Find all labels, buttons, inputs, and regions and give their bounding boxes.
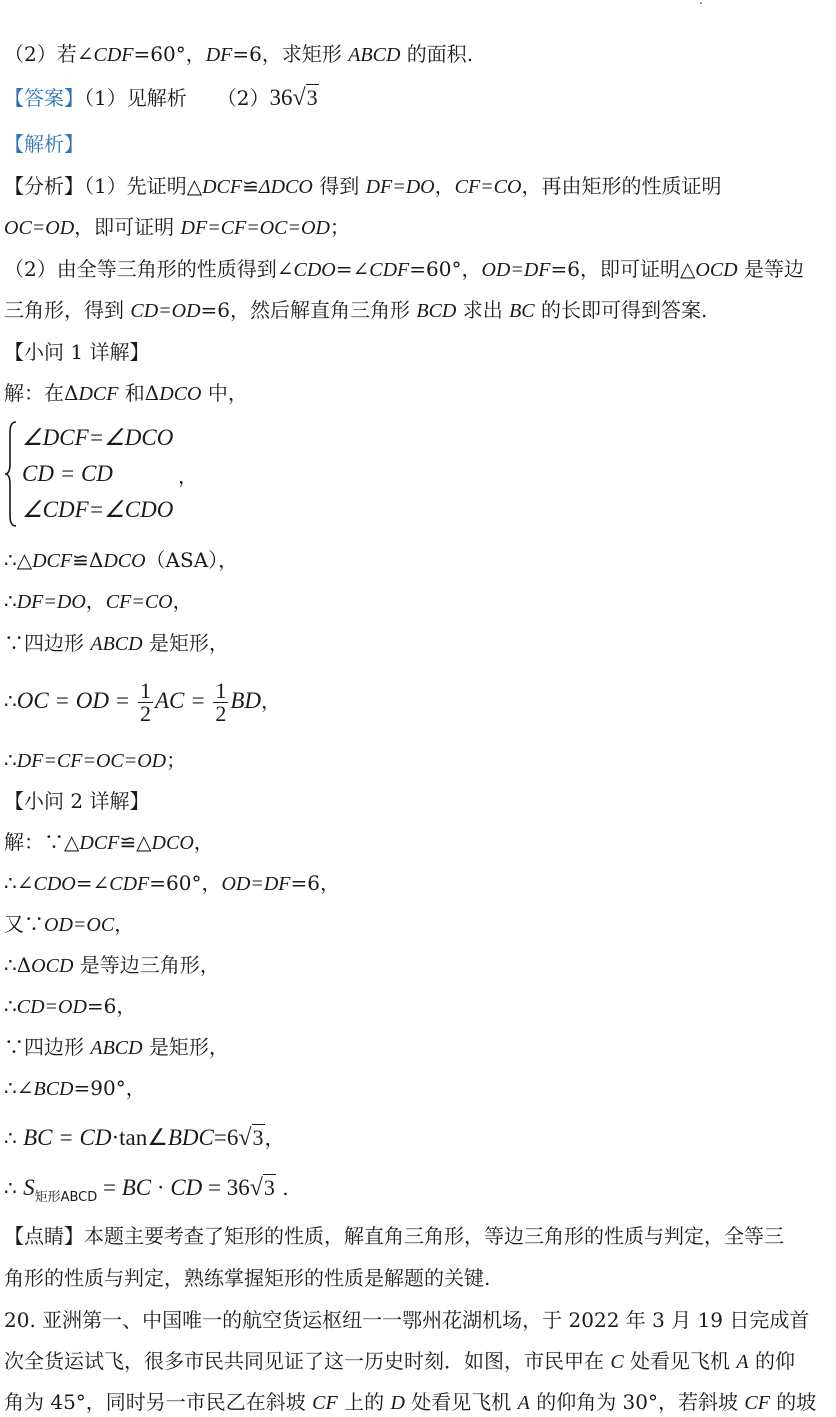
text: 的长即可得到答案.	[534, 298, 708, 322]
text: 的仰	[748, 1349, 795, 1373]
var: CF	[744, 1392, 770, 1414]
step-cd	[4, 992, 830, 1021]
denominator: 2	[139, 701, 151, 726]
text: ，即可证明	[74, 215, 181, 239]
text: 是等边	[737, 257, 804, 281]
text: ∴∠	[4, 871, 34, 895]
text: 【小问 1 详解】	[4, 340, 150, 364]
var: OD=DF	[481, 259, 551, 281]
text: 和Δ	[118, 381, 160, 405]
var: DF	[205, 44, 233, 66]
subscript: 矩形ABCD	[34, 1190, 98, 1205]
var: OCD	[31, 955, 74, 977]
var: ABCD	[90, 1037, 143, 1059]
text: =6，即可证明△	[550, 257, 696, 281]
step-angles	[4, 869, 830, 898]
var: D	[390, 1392, 405, 1414]
text: 处看见飞机	[404, 1390, 518, 1414]
radicand: 3	[263, 1175, 275, 1200]
math: BC	[121, 1175, 152, 1200]
var: DCF	[79, 832, 120, 854]
var: DCF	[32, 550, 73, 572]
text: ，	[178, 464, 198, 488]
math: = 36	[202, 1175, 250, 1200]
var: DF=DO	[365, 176, 435, 198]
step-bc	[4, 1120, 830, 1157]
denominator: 2	[215, 701, 227, 726]
text: ，	[264, 1126, 285, 1150]
var: BCD	[416, 300, 457, 322]
var: A	[736, 1351, 749, 1373]
text: ≌△	[119, 830, 152, 854]
text: 的仰角为 30°，若斜坡	[529, 1390, 745, 1414]
text: 是矩形，	[142, 1035, 229, 1059]
text: （1）见解析 （2）	[84, 86, 270, 110]
text: =6，求矩形	[232, 42, 349, 66]
text: （2）由全等三角形的性质得到∠	[4, 257, 294, 281]
var: BCD	[33, 1078, 74, 1100]
text: ∴∠	[4, 1076, 34, 1100]
math: BDC	[167, 1125, 214, 1150]
text: ∵四边形	[4, 631, 91, 655]
text: ∵四边形	[4, 1035, 91, 1059]
math: BD	[230, 688, 262, 713]
step-area	[4, 1168, 830, 1218]
var: BC	[509, 300, 535, 322]
answer-value: 36	[269, 85, 293, 110]
text: 【小问 2 详解】	[4, 789, 150, 813]
text: ，	[434, 174, 455, 198]
var: CDF	[109, 873, 150, 895]
text: 角为 45°，同时另一市民乙在斜坡	[4, 1390, 313, 1414]
step-congruent	[4, 546, 830, 575]
math: CD	[170, 1175, 203, 1200]
step-equal-sides	[4, 587, 830, 616]
text: ∴	[4, 994, 17, 1018]
var: CF=CO	[454, 176, 522, 198]
text: 【点睛】本题主要考查了矩形的性质，解直角三角形，等边三角形的性质与判定，全等三	[4, 1224, 784, 1248]
math: AC =	[154, 688, 212, 713]
var: CDO	[293, 259, 336, 281]
var: DCF	[78, 383, 119, 405]
text: 角形的性质与判定，熟练掌握矩形的性质是解题的关键.	[4, 1266, 491, 1290]
sqrt: √3	[249, 1175, 275, 1201]
text: =∠	[75, 871, 110, 895]
text: 20. 亚洲第一、中国唯一的航空货运枢纽一一鄂州花湖机场，于 2022 年 3 月 19 日完成首	[4, 1308, 810, 1332]
left-brace-icon	[4, 420, 18, 528]
text: ，	[172, 589, 193, 613]
var: DF=DO	[16, 591, 86, 613]
text: 是等边三角形，	[73, 953, 220, 977]
var: CDF	[369, 259, 410, 281]
text: ∴△	[4, 548, 33, 572]
math: S	[23, 1175, 35, 1200]
solution-2-intro	[4, 828, 830, 857]
text: =6，然后解直角三角形	[200, 298, 417, 322]
text: =6，	[290, 871, 340, 895]
comment-line-2	[4, 1264, 830, 1292]
sqrt: √3	[292, 85, 318, 111]
text: ∴	[4, 589, 17, 613]
var: DF=CF=OC=OD	[180, 217, 330, 239]
text: 的面积.	[400, 42, 474, 66]
text: 的坡	[769, 1390, 817, 1414]
var: DCO	[151, 832, 194, 854]
math: =6	[213, 1125, 239, 1150]
var: ΔDCO	[258, 176, 313, 198]
text: ，	[261, 689, 282, 713]
text: ；	[329, 215, 350, 239]
question-20-line-1	[4, 1306, 830, 1334]
var: CDO	[33, 873, 76, 895]
math: OC = OD =	[16, 688, 136, 713]
var: CDF	[93, 44, 134, 66]
text: 【分析】（1）先证明△	[4, 174, 203, 198]
answer-line	[4, 84, 830, 113]
math: BC = CD	[23, 1125, 112, 1150]
text: ，	[193, 830, 214, 854]
text: =∠	[335, 257, 370, 281]
analysis-line-3	[4, 255, 830, 284]
var: ABCD	[348, 44, 401, 66]
var: OCD	[695, 259, 738, 281]
text: 解：∵△	[4, 830, 80, 854]
text: 处看见飞机	[623, 1349, 737, 1373]
text: 三角形，得到	[4, 298, 131, 322]
text: （ASA），	[145, 548, 239, 572]
text: ∴	[4, 1126, 24, 1150]
text: ≌	[242, 174, 259, 198]
var: A	[517, 1392, 530, 1414]
var: OD=OC	[44, 914, 115, 936]
var: CD=OD	[130, 300, 201, 322]
var: DCO	[159, 383, 202, 405]
text: ∴	[4, 689, 17, 713]
var: CF=CO	[105, 591, 173, 613]
step-rectangle	[4, 629, 830, 658]
var: OD=DF	[221, 873, 291, 895]
text: ，	[85, 589, 106, 613]
text: 中，	[201, 381, 248, 405]
text: ∴	[4, 1176, 24, 1200]
numerator: 1	[215, 678, 227, 703]
var: DCO	[103, 550, 146, 572]
var: OC=OD	[4, 217, 75, 239]
congruence-system	[4, 420, 404, 528]
analysis-tag: 【解析】	[4, 132, 84, 156]
var: CD=OD	[16, 996, 87, 1018]
answer-tag: 【答案】	[4, 86, 84, 110]
analysis-heading	[4, 130, 830, 158]
text: .	[275, 1176, 289, 1200]
condition-angle-1: ∠DCF=∠DCO	[22, 425, 174, 450]
condition-angle-2: ∠CDF=∠CDO	[22, 497, 174, 522]
math: ·	[151, 1175, 171, 1200]
var: DCF	[202, 176, 243, 198]
radicand: 3	[306, 85, 318, 110]
text: 得到	[312, 174, 366, 198]
text: =90°，	[73, 1076, 146, 1100]
step-conclusion-1	[4, 746, 830, 775]
question-part-2	[4, 40, 830, 69]
text: =60°，	[409, 257, 482, 281]
comment-line-1	[4, 1222, 830, 1250]
step-od-oc	[4, 910, 830, 939]
scan-dot	[700, 2, 702, 4]
radicand: 3	[252, 1125, 264, 1150]
step-equilateral	[4, 951, 830, 980]
text: （2）若∠	[4, 42, 94, 66]
text: 解：在Δ	[4, 381, 79, 405]
text: 又∵	[4, 912, 44, 936]
text: ∴Δ	[4, 953, 32, 977]
step-rectangle-2	[4, 1033, 830, 1062]
step-right-angle	[4, 1074, 830, 1103]
var: C	[610, 1351, 624, 1373]
question-20-line-2	[4, 1347, 830, 1376]
var: ABCD	[90, 633, 143, 655]
question-20-line-3	[4, 1388, 830, 1417]
text: =60°，	[149, 871, 222, 895]
math: =	[97, 1175, 122, 1200]
condition-side: CD = CD	[22, 461, 113, 486]
solution-1-intro	[4, 379, 830, 408]
text: 是矩形，	[142, 631, 229, 655]
fraction	[138, 680, 153, 725]
sqrt: √3	[238, 1125, 264, 1151]
text: =6，	[86, 994, 137, 1018]
step-half-diagonals	[4, 674, 830, 728]
analysis-line-4	[4, 296, 830, 325]
math: ·tan∠	[111, 1125, 168, 1150]
subquestion-2-heading	[4, 787, 830, 815]
var: CF	[312, 1392, 338, 1414]
text: ≌Δ	[72, 548, 104, 572]
analysis-line-1	[4, 172, 830, 201]
numerator: 1	[139, 678, 151, 703]
text: ，	[114, 912, 135, 936]
subquestion-1-heading	[4, 338, 830, 366]
text: ；	[166, 748, 187, 772]
text: 求出	[456, 298, 510, 322]
text: 上的	[337, 1390, 391, 1414]
text: =60°，	[133, 42, 206, 66]
text: ，再由矩形的性质证明	[521, 174, 722, 198]
fraction	[213, 680, 228, 725]
analysis-line-2	[4, 213, 830, 242]
var: DF=CF=OC=OD	[16, 750, 167, 772]
text: 次全货运试飞，很多市民共同见证了这一历史时刻．如图，市民甲在	[4, 1349, 611, 1373]
text: ∴	[4, 748, 17, 772]
